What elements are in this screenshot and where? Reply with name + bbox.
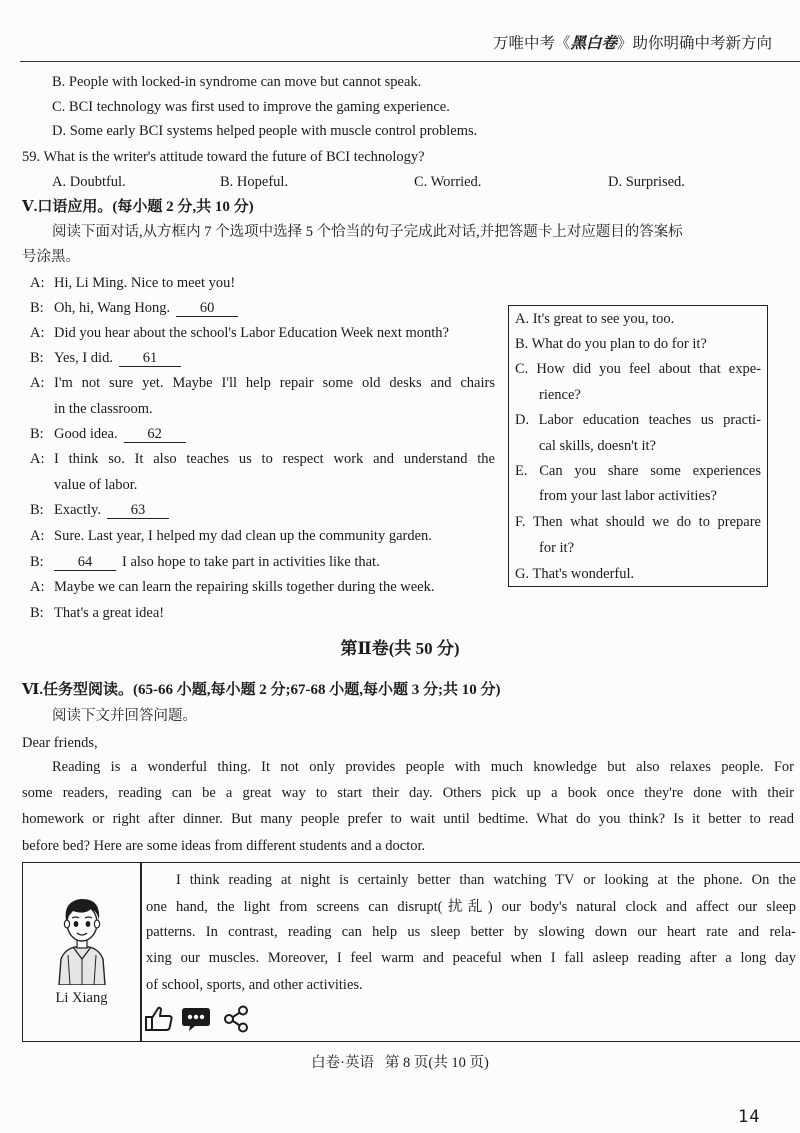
- page-number: 14: [738, 1107, 761, 1127]
- q58-option-c: C. BCI technology was first used to improve the gaming experience.: [52, 99, 450, 115]
- q59-stem: 59. What is the writer's attitude toward the future of BCI technology?: [22, 149, 425, 165]
- speaker-label: A:: [30, 375, 45, 391]
- dialog-text: I also hope to take part in activities like that.: [122, 554, 380, 570]
- option-c-cont: rience?: [539, 387, 581, 403]
- dialog-line: [30, 501, 175, 519]
- dialog-text: Yes, I did.: [54, 350, 113, 366]
- q59-option-a: A. Doubtful.: [52, 174, 126, 190]
- dialog-line: [30, 299, 244, 317]
- q59-option-c: C. Worried.: [414, 174, 482, 190]
- dialog-line-cont: value of labor.: [54, 477, 138, 493]
- dialog-text: Good idea.: [54, 426, 118, 442]
- option-c: C. How did you feel about that expe-: [515, 361, 761, 377]
- dialog-line: [30, 450, 495, 468]
- dialog-line: [30, 425, 192, 443]
- part2-title: 第Ⅱ卷(共 50 分): [340, 639, 460, 658]
- q58-option-d: D. Some early BCI systems helped people with muscle control problems.: [52, 123, 478, 139]
- opinion-card: [22, 862, 800, 1042]
- dialog-text: Did you hear about the school's Labor Education Week next month?: [54, 325, 449, 341]
- opinion-line: patterns. In contrast, reading can help us sleep better by slowing down our heart rate and rela-: [146, 924, 796, 940]
- dialog-text: Maybe we can learn the repairing skills together during the week.: [54, 579, 435, 595]
- options-box: [508, 305, 768, 587]
- dialog-line: [30, 349, 187, 367]
- dialog-text: Exactly.: [54, 502, 101, 518]
- dialog-text: That's a great idea!: [54, 605, 165, 621]
- header-brand: 黑白卷: [570, 35, 617, 52]
- opinion-line: one hand, the light from screens can disrupt(扰乱) our body's natural clock and affect our sleep: [146, 899, 796, 915]
- header-rule: [20, 61, 800, 62]
- dialog-text: I'm not sure yet. Maybe I'll help repair some old desks and chairs: [54, 375, 495, 391]
- student-name: Li Xiang: [55, 990, 108, 1006]
- speaker-label: A:: [30, 275, 45, 291]
- q59-option-d: D. Surprised.: [608, 174, 685, 190]
- footer-page-info: 第 8 页(共 10 页): [384, 1055, 489, 1071]
- page-footer: [0, 1054, 800, 1072]
- answer-blank: 61: [119, 350, 181, 367]
- section5-title: Ⅴ.口语应用。(每小题 2 分,共 10 分): [22, 199, 254, 215]
- thumbs-up-icon: [144, 1005, 174, 1033]
- dialog-line: [30, 374, 495, 392]
- option-g: G. That's wonderful.: [515, 566, 635, 582]
- dialog-text: I think so. It also teaches us to respect work and understand the: [54, 451, 495, 467]
- opinion-line: of school, sports, and other activities.: [146, 977, 363, 993]
- option-f-cont: for it?: [539, 540, 575, 556]
- speaker-label: A:: [30, 325, 45, 341]
- chat-bubble-icon: [181, 1005, 211, 1033]
- option-a: A. It's great to see you, too.: [515, 311, 675, 327]
- speaker-label: A:: [30, 451, 45, 467]
- option-d: D. Labor education teaches us practi-: [515, 412, 761, 428]
- opinion-line: xing our muscles. Moreover, I feel warm and peaceful when I fall asleep reading after a long day: [146, 950, 796, 966]
- dialog-line: [30, 604, 164, 622]
- option-e-cont: from your last labor activities?: [539, 488, 717, 504]
- speaker-label: B:: [30, 300, 44, 316]
- dialog-text: Oh, hi, Wang Hong.: [54, 300, 171, 316]
- dialog-line: [30, 324, 449, 342]
- q58-option-b: B. People with locked-in syndrome can move but cannot speak.: [52, 74, 422, 90]
- speaker-label: B:: [30, 426, 44, 442]
- answer-blank: 64: [54, 554, 116, 571]
- speaker-label: A:: [30, 579, 45, 595]
- letter-line: homework or right after dinner. But many people prefer to wait until bedtime. What do you think? Is it better to read: [22, 811, 794, 827]
- share-icon: [221, 1005, 251, 1033]
- letter-greeting: Dear friends,: [22, 735, 98, 751]
- letter-line: before bed? Here are some ideas from different students and a doctor.: [22, 838, 426, 854]
- q59-option-b: B. Hopeful.: [220, 174, 289, 190]
- answer-blank: 60: [176, 300, 238, 317]
- answer-blank: 63: [107, 502, 169, 519]
- letter-line: Reading is a wonderful thing. It not only provides people with much knowledge but also relaxes people. For: [52, 759, 794, 775]
- student-avatar: [51, 893, 113, 985]
- dialog-text: Sure. Last year, I helped my dad clean up the community garden.: [54, 528, 432, 544]
- footer-subject: 白卷·英语: [311, 1055, 375, 1071]
- section5-instruction-cont: 号涂黑。: [22, 249, 80, 265]
- letter-line: some readers, reading can be a great way to start their day. Others pick up a book once they're done with their: [22, 785, 794, 801]
- dialog-line: [30, 274, 235, 292]
- answer-blank: 62: [124, 426, 186, 443]
- page-header: [493, 34, 772, 54]
- header-suffix: 》助你明确中考新方向: [616, 35, 772, 52]
- speaker-label: B:: [30, 554, 44, 570]
- speaker-label: A:: [30, 528, 45, 544]
- section6-instruction: 阅读下文并回答问题。: [52, 708, 197, 724]
- option-d-cont: cal skills, doesn't it?: [539, 438, 656, 454]
- option-b: B. What do you plan to do for it?: [515, 336, 707, 352]
- section6-title: Ⅵ.任务型阅读。(65-66 小题,每小题 2 分;67-68 小题,每小题 3 分;共 10 分): [22, 682, 501, 698]
- opinion-line: I think reading at night is certainly better than watching TV or looking at the phone. On the: [176, 872, 796, 888]
- dialog-line: [30, 553, 380, 571]
- dialog-line: [30, 527, 432, 545]
- card-divider: [140, 863, 142, 1041]
- header-prefix: 万唯中考《: [492, 35, 571, 52]
- speaker-label: B:: [30, 502, 44, 518]
- option-f: F. Then what should we do to prepare: [515, 514, 761, 530]
- speaker-label: B:: [30, 350, 44, 366]
- option-e: E. Can you share some experiences: [515, 463, 761, 479]
- speaker-label: B:: [30, 605, 44, 621]
- dialog-text: Hi, Li Ming. Nice to meet you!: [54, 275, 236, 291]
- dialog-line: [30, 578, 435, 596]
- dialog-line-cont: in the classroom.: [54, 401, 153, 417]
- section5-instruction: 阅读下面对话,从方框内 7 个选项中选择 5 个恰当的句子完成此对话,并把答题卡上对应题目的答案标: [52, 224, 683, 240]
